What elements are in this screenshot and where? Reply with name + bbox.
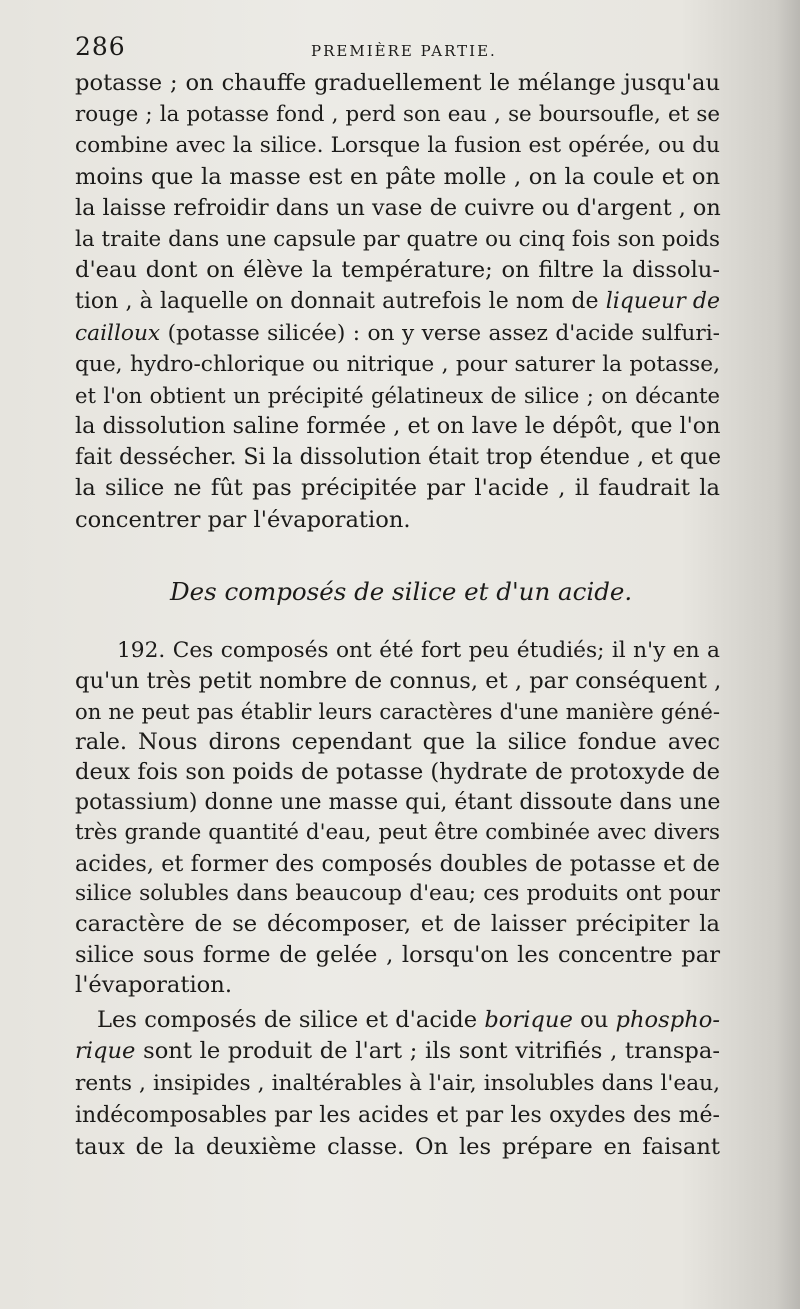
text-line: moins que la masse est en pâte molle , on la coule et on xyxy=(75,163,720,190)
text-line: et l'on obtient un précipité gélatineux de silice ; on décante xyxy=(75,382,720,408)
text-line: rale. Nous dirons cependant que la silice fondue avec xyxy=(75,728,720,755)
text-line: taux de la deuxième classe. On les prépare en faisant xyxy=(75,1133,720,1160)
text-line: très grande quantité d'eau, peut être combinée avec divers xyxy=(75,820,720,846)
text-line xyxy=(75,1036,720,1068)
paragraph-2 xyxy=(75,636,720,1001)
running-head: PREMIÈRE PARTIE. xyxy=(311,42,497,60)
paragraph-3 xyxy=(75,1005,720,1164)
page-number: 286 xyxy=(75,32,126,61)
text-line: caractère de se décomposer, et de laisser précipiter la xyxy=(75,911,720,938)
text-line: qu'un très petit nombre de connus, et , par conséquent , xyxy=(75,668,722,695)
text-line: concentrer par l'évaporation. xyxy=(75,506,411,533)
text-line: la dissolution saline formée , et on lave le dépôt, que l'on xyxy=(75,413,721,440)
text-line: d'eau dont on élève la température; on filtre la dissolu- xyxy=(75,257,720,284)
italic-term: phospho- xyxy=(615,1006,720,1033)
italic-term: cailloux xyxy=(75,320,161,346)
text-line: la laisse refroidir dans un vase de cuivre ou d'argent , on xyxy=(75,194,721,221)
text-line: deux fois son poids de potasse (hydrate de protoxyde de xyxy=(75,759,720,786)
text-line: fait dessécher. Si la dissolution était trop étendue , et que xyxy=(75,445,722,471)
text-line: silice sous forme de gelée , lorsqu'on les concentre par xyxy=(75,941,720,968)
text-line xyxy=(75,1005,720,1037)
text-line: 192. Ces composés ont été fort peu étudiés; il n'y en a xyxy=(117,637,720,663)
text-span: tion , à laquelle on donnait autrefois le nom de xyxy=(75,289,606,315)
text-line: potasse ; on chauffe graduellement le mélange jusqu'au xyxy=(75,70,720,96)
text-line: acides, et former des composés doubles de potasse et de xyxy=(75,850,720,877)
italic-term: liqueur de xyxy=(605,289,721,315)
text-line: la silice ne fût pas précipitée par l'acide , il faudrait la xyxy=(75,475,720,502)
italic-term: rique xyxy=(75,1038,136,1065)
text-line: silice solubles dans beaucoup d'eau; ces produits ont pour xyxy=(75,880,720,906)
italic-term: borique xyxy=(484,1006,573,1033)
text-line: rents , insipides , inaltérables à l'air, insolubles dans l'eau, xyxy=(75,1071,720,1097)
page-text xyxy=(75,28,720,1163)
paragraph-1 xyxy=(75,68,720,536)
text-line: la traite dans une capsule par quatre ou cinq fois son poids xyxy=(75,226,720,252)
page-header xyxy=(75,28,720,68)
text-line: indécomposables par les acides et par les oxydes des mé- xyxy=(75,1102,720,1128)
text-line: potassium) donne une masse qui, étant dissoute dans une xyxy=(75,789,721,815)
text-line: l'évaporation. xyxy=(75,972,233,999)
section-title: Des composés de silice et d'un acide. xyxy=(170,576,633,606)
text-span: sont le produit de l'art ; ils sont vitrifiés , transpa- xyxy=(135,1038,720,1065)
text-span: Les composés de silice et d'acide xyxy=(97,1006,485,1033)
text-line: rouge ; la potasse fond , perd son eau , se boursoufle, et se xyxy=(75,102,720,128)
text-line xyxy=(75,318,720,349)
text-line xyxy=(75,286,720,317)
text-span: ou xyxy=(572,1006,616,1033)
text-span: (potasse silicée) : on y verse assez d'acide sulfuri- xyxy=(160,320,720,346)
text-line: on ne peut pas établir leurs caractères d'une manière géné- xyxy=(75,698,720,724)
text-line: que, hydro-chlorique ou nitrique , pour saturer la potasse, xyxy=(75,351,720,377)
text-line: combine avec la silice. Lorsque la fusion est opérée, ou du xyxy=(75,133,720,159)
